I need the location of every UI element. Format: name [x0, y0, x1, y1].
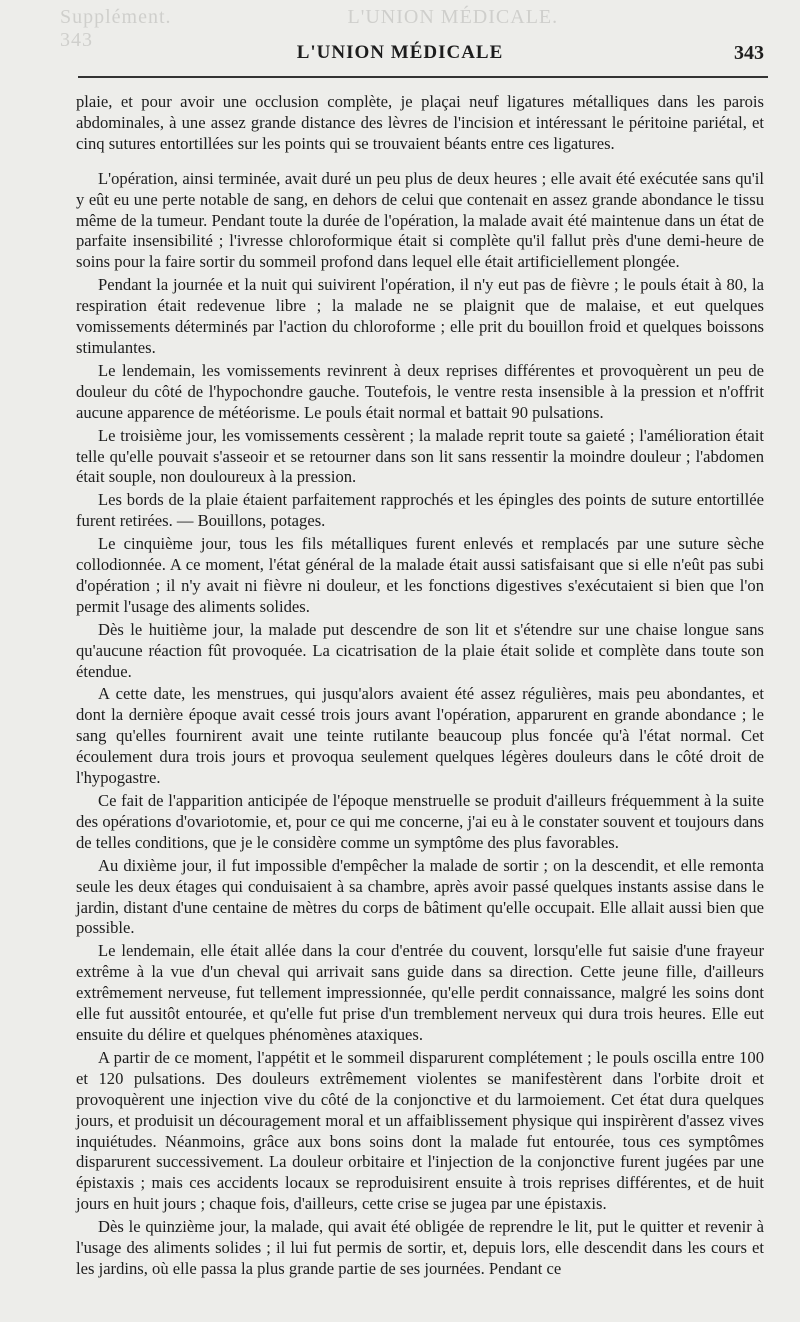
- paragraph: Dès le huitième jour, la malade put descendre de son lit et s'étendre sur une chaise longue sans qu'aucune réaction fût provoquée. La cicatrisation de la plaie était solide et complète dans toute son étendue.: [76, 619, 764, 681]
- ghost-right: 343: [60, 29, 93, 51]
- page-number: 343: [734, 42, 764, 64]
- ghost-center: L'UNION MÉDICALE.: [347, 6, 559, 28]
- paragraph: Au dixième jour, il fut impossible d'empêcher la malade de sortir ; on la descendit, et elle remonta seule les deux étages qui conduisaient à sa chambre, après avoir passé quelques instants assise dans le jardin, distant d'une centaine de mètres du corps de bâtiment qu'elle occupait. Elle allait aussi bien que possible.: [76, 855, 764, 938]
- paragraph: Ce fait de l'apparition anticipée de l'époque menstruelle se produit d'ailleurs fréquemment à la suite des opérations d'ovariotomie, et, pour ce qui me concerne, j'ai eu à le constater souvent et toujours dans de telles conditions, que je le considère comme un symptôme des plus favorables.: [76, 791, 764, 852]
- paragraph: plaie, et pour avoir une occlusion complète, je plaçai neuf ligatures métalliques dans les parois abdominales, à une assez grande distance des lèvres de l'incision et intéressant le péritoine pariétal, et cinq sutures entortillées sur les points qui se trouvaient béants entre ces ligatures.: [76, 92, 764, 153]
- paragraph: Dès le quinzième jour, la malade, qui avait été obligée de reprendre le lit, put le quitter et revenir à l'usage des aliments solides ; il lui fut permis de sortir, et, depuis lors, elle descendit dans les cours et les jardins, où elle passa la plus grande partie de ses journées. Pendant ce: [76, 1217, 764, 1278]
- paragraph: A partir de ce moment, l'appétit et le sommeil disparurent complétement ; le pouls oscilla entre 100 et 120 pulsations. Des douleurs extrêmement violentes se manifestèrent dans l'orbite droit et provoquèrent une injection vive du côté de la conjonctive et du larmoiement. Cet état dura quelques jours, et produisit un découragement moral et un affaiblissement physique qui inspirèrent d'assez vives inquiétudes. Néanmoins, grâce aux bons soins dont la malade fut entourée, tous ces symptômes disparurent successivement. La douleur orbitaire et l'injection de la conjonctive furent jugées par une épistaxis ; mais ces accidents locaux se reproduisirent ensuite à trois reprises différentes, et de huit jours en huit jours ; chaque fois, d'ailleurs, cette crise se jugea par une épistaxis.: [76, 1047, 764, 1214]
- paragraph: Le lendemain, les vomissements revinrent à deux reprises différentes et provoquèrent un peu de douleur du côté de l'hypochondre gauche. Toutefois, le ventre resta insensible à la pression et n'offrit aucune apparence de météorisme. Le pouls était normal et battait 90 pulsations.: [76, 360, 764, 422]
- header-rule: [78, 76, 768, 78]
- paragraph: Le lendemain, elle était allée dans la cour d'entrée du couvent, lorsqu'elle fut saisie d'une frayeur extrême à la vue d'un cheval qui arrivait sans guide dans sa direction. Cette jeune fille, d'ailleurs extrêmement nerveuse, fut tellement impressionnée, qu'elle perdit connaissance, malgré les soins dont elle fut aussitôt entourée, et qu'elle fut prise d'un tremblement nerveux qui dura trois heures. Elle eut ensuite du délire et quelques phénomènes ataxiques.: [76, 941, 764, 1044]
- paragraph: L'opération, ainsi terminée, avait duré un peu plus de deux heures ; elle avait été exécutée sans qu'il y eût eu une perte notable de sang, en dehors de celui que contenait en assez grande abondance le tissu même de la tumeur. Pendant toute la durée de l'opération, la malade avait été maintenue dans un état de parfaite insensibilité ; l'ivresse chloroformique était si complète qu'il fallut près d'une demi-heure de soins pour la faire sortir du sommeil profond dans lequel elle était artificiellement plongée.: [76, 168, 764, 272]
- body-text: [76, 92, 764, 1282]
- paragraph: Pendant la journée et la nuit qui suivirent l'opération, il n'y eut pas de fièvre ; le pouls était à 80, la respiration était redevenue libre ; la malade ne se plaignit que de malaise, et eut quelques vomissements déterminés par l'action du chloroforme ; elle prit du bouillon froid et quelques boissons stimulantes.: [76, 275, 764, 357]
- paragraph: Les bords de la plaie étaient parfaitement rapprochés et les épingles des points de suture entortillée furent retirées. — Bouillons, potages.: [76, 490, 764, 531]
- paragraph: Le cinquième jour, tous les fils métalliques furent enlevés et remplacés par une suture sèche collodionnée. A ce moment, l'état général de la malade était aussi satisfaisant que si elle n'eût pas subi d'opération ; il n'y avait ni fièvre ni douleur, et les fonctions digestives s'exécutaient si bien que l'on permit l'usage des aliments solides.: [76, 534, 764, 616]
- paragraph: Le troisième jour, les vomissements cessèrent ; la malade reprit toute sa gaieté ; l'amélioration était telle qu'elle pouvait s'asseoir et se retourner dans son lit sans ressentir la moindre douleur ; l'abdomen était souple, non douloureux à la pression.: [76, 425, 764, 487]
- running-title: L'UNION MÉDICALE: [296, 42, 504, 63]
- paragraph: A cette date, les menstrues, qui jusqu'alors avaient été assez régulières, mais peu abondantes, et dont la dernière époque avait cessé trois jours avant l'opération, apparurent en grande abondance ; le sang qu'elles fournirent avait une teinte rutilante beaucoup plus foncée qu'à l'état normal. Cet écoulement dura trois jours et provoqua seulement quelques légères douleurs dans le côté droit de l'hypogastre.: [76, 684, 764, 788]
- ghost-left: Supplément.: [60, 6, 172, 28]
- page-header: [0, 38, 800, 72]
